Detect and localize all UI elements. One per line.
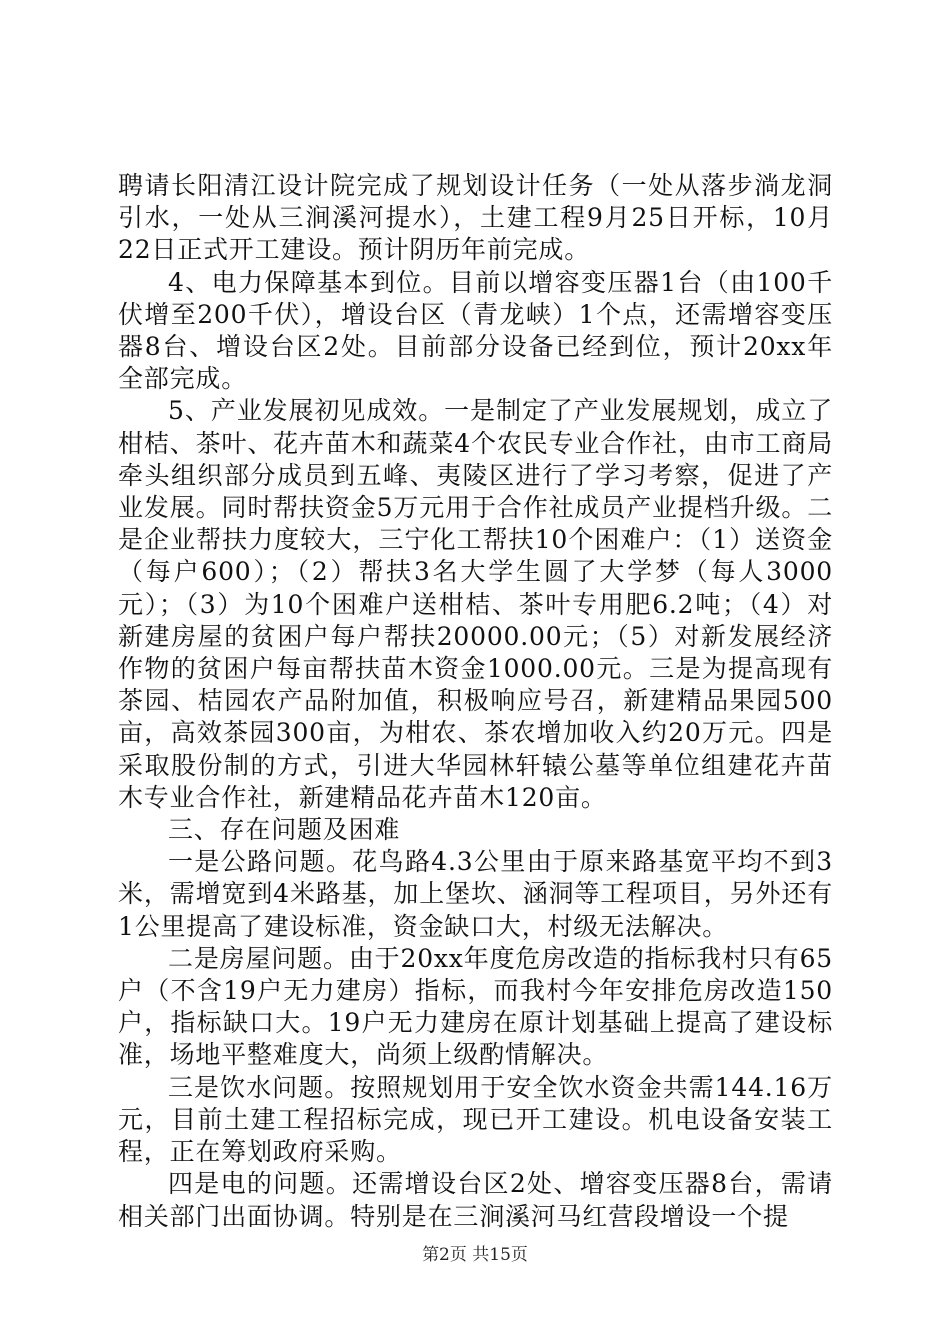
document-body	[118, 170, 833, 1233]
paragraph-industry-development: 5、产业发展初见成效。一是制定了产业发展规划，成立了柑桔、茶叶、花卉苗木和蔬菜4个农民专业合作社，由市工商局牵头组织部分成员到五峰、夷陵区进行了学习考察，促进了产业发展。同时帮扶资金5万元用于合作社成员产业提档升级。二是企业帮扶力度较大，三宁化工帮扶10个困难户：（1）送资金（每户600）；（2）帮扶3名大学生圆了大学梦（每人3000元）；（3）为10个困难户送柑桔、茶叶专用肥6.2吨；（4）对新建房屋的贫困户每户帮扶20000.00元；（5）对新发展经济作物的贫困户每亩帮扶苗木资金1000.00元。三是为提高现有茶园、桔园农产品附加值，积极响应号召，新建精品果园500亩，高效茶园300亩，为柑农、茶农增加收入约20万元。四是采取股份制的方式，引进大华园林轩辕公墓等单位组建花卉苗木专业合作社，新建精品花卉苗木120亩。	[118, 396, 833, 812]
page-number-footer: 第2页 共15页	[422, 1245, 528, 1265]
paragraph-planning-design: 聘请长阳清江设计院完成了规划设计任务（一处从落步淌龙洞引水，一处从三涧溪河提水），土建工程9月25日开标，10月22日正式开工建设。预计阴历年前完成。	[118, 171, 833, 265]
paragraph-housing-issue: 二是房屋问题。由于20xx年度危房改造的指标我村只有65户（不含19户无力建房）指标，而我村今年安排危房改造150户，指标缺口大。19户无力建房在原计划基础上提高了建设标准，场地平整难度大，尚须上级酌情解决。	[118, 943, 833, 1070]
paragraph-power-supply: 4、电力保障基本到位。目前以增容变压器1台（由100千伏增至200千伏），增设台区（青龙峡）1个点，还需增容变压器8台、增设台区2处。目前部分设备已经到位，预计20xx年全部完成。	[118, 267, 833, 394]
paragraph-water-issue: 三是饮水问题。按照规划用于安全饮水资金共需144.16万元，目前土建工程招标完成，现已开工建设。机电设备安装工程，正在筹划政府采购。	[118, 1072, 833, 1167]
paragraph-road-issue: 一是公路问题。花鸟路4.3公里由于原来路基宽平均不到3米，需增宽到4米路基，加上堡坎、涵洞等工程项目，另外还有1公里提高了建设标准，资金缺口大，村级无法解决。	[118, 847, 833, 941]
paragraph-electricity-issue: 四是电的问题。还需增设台区2处、增容变压器8台，需请相关部门出面协调。特别是在三涧溪河马红营段增设一个提	[118, 1169, 833, 1231]
section-heading-problems: 三、存在问题及困难	[168, 815, 401, 845]
